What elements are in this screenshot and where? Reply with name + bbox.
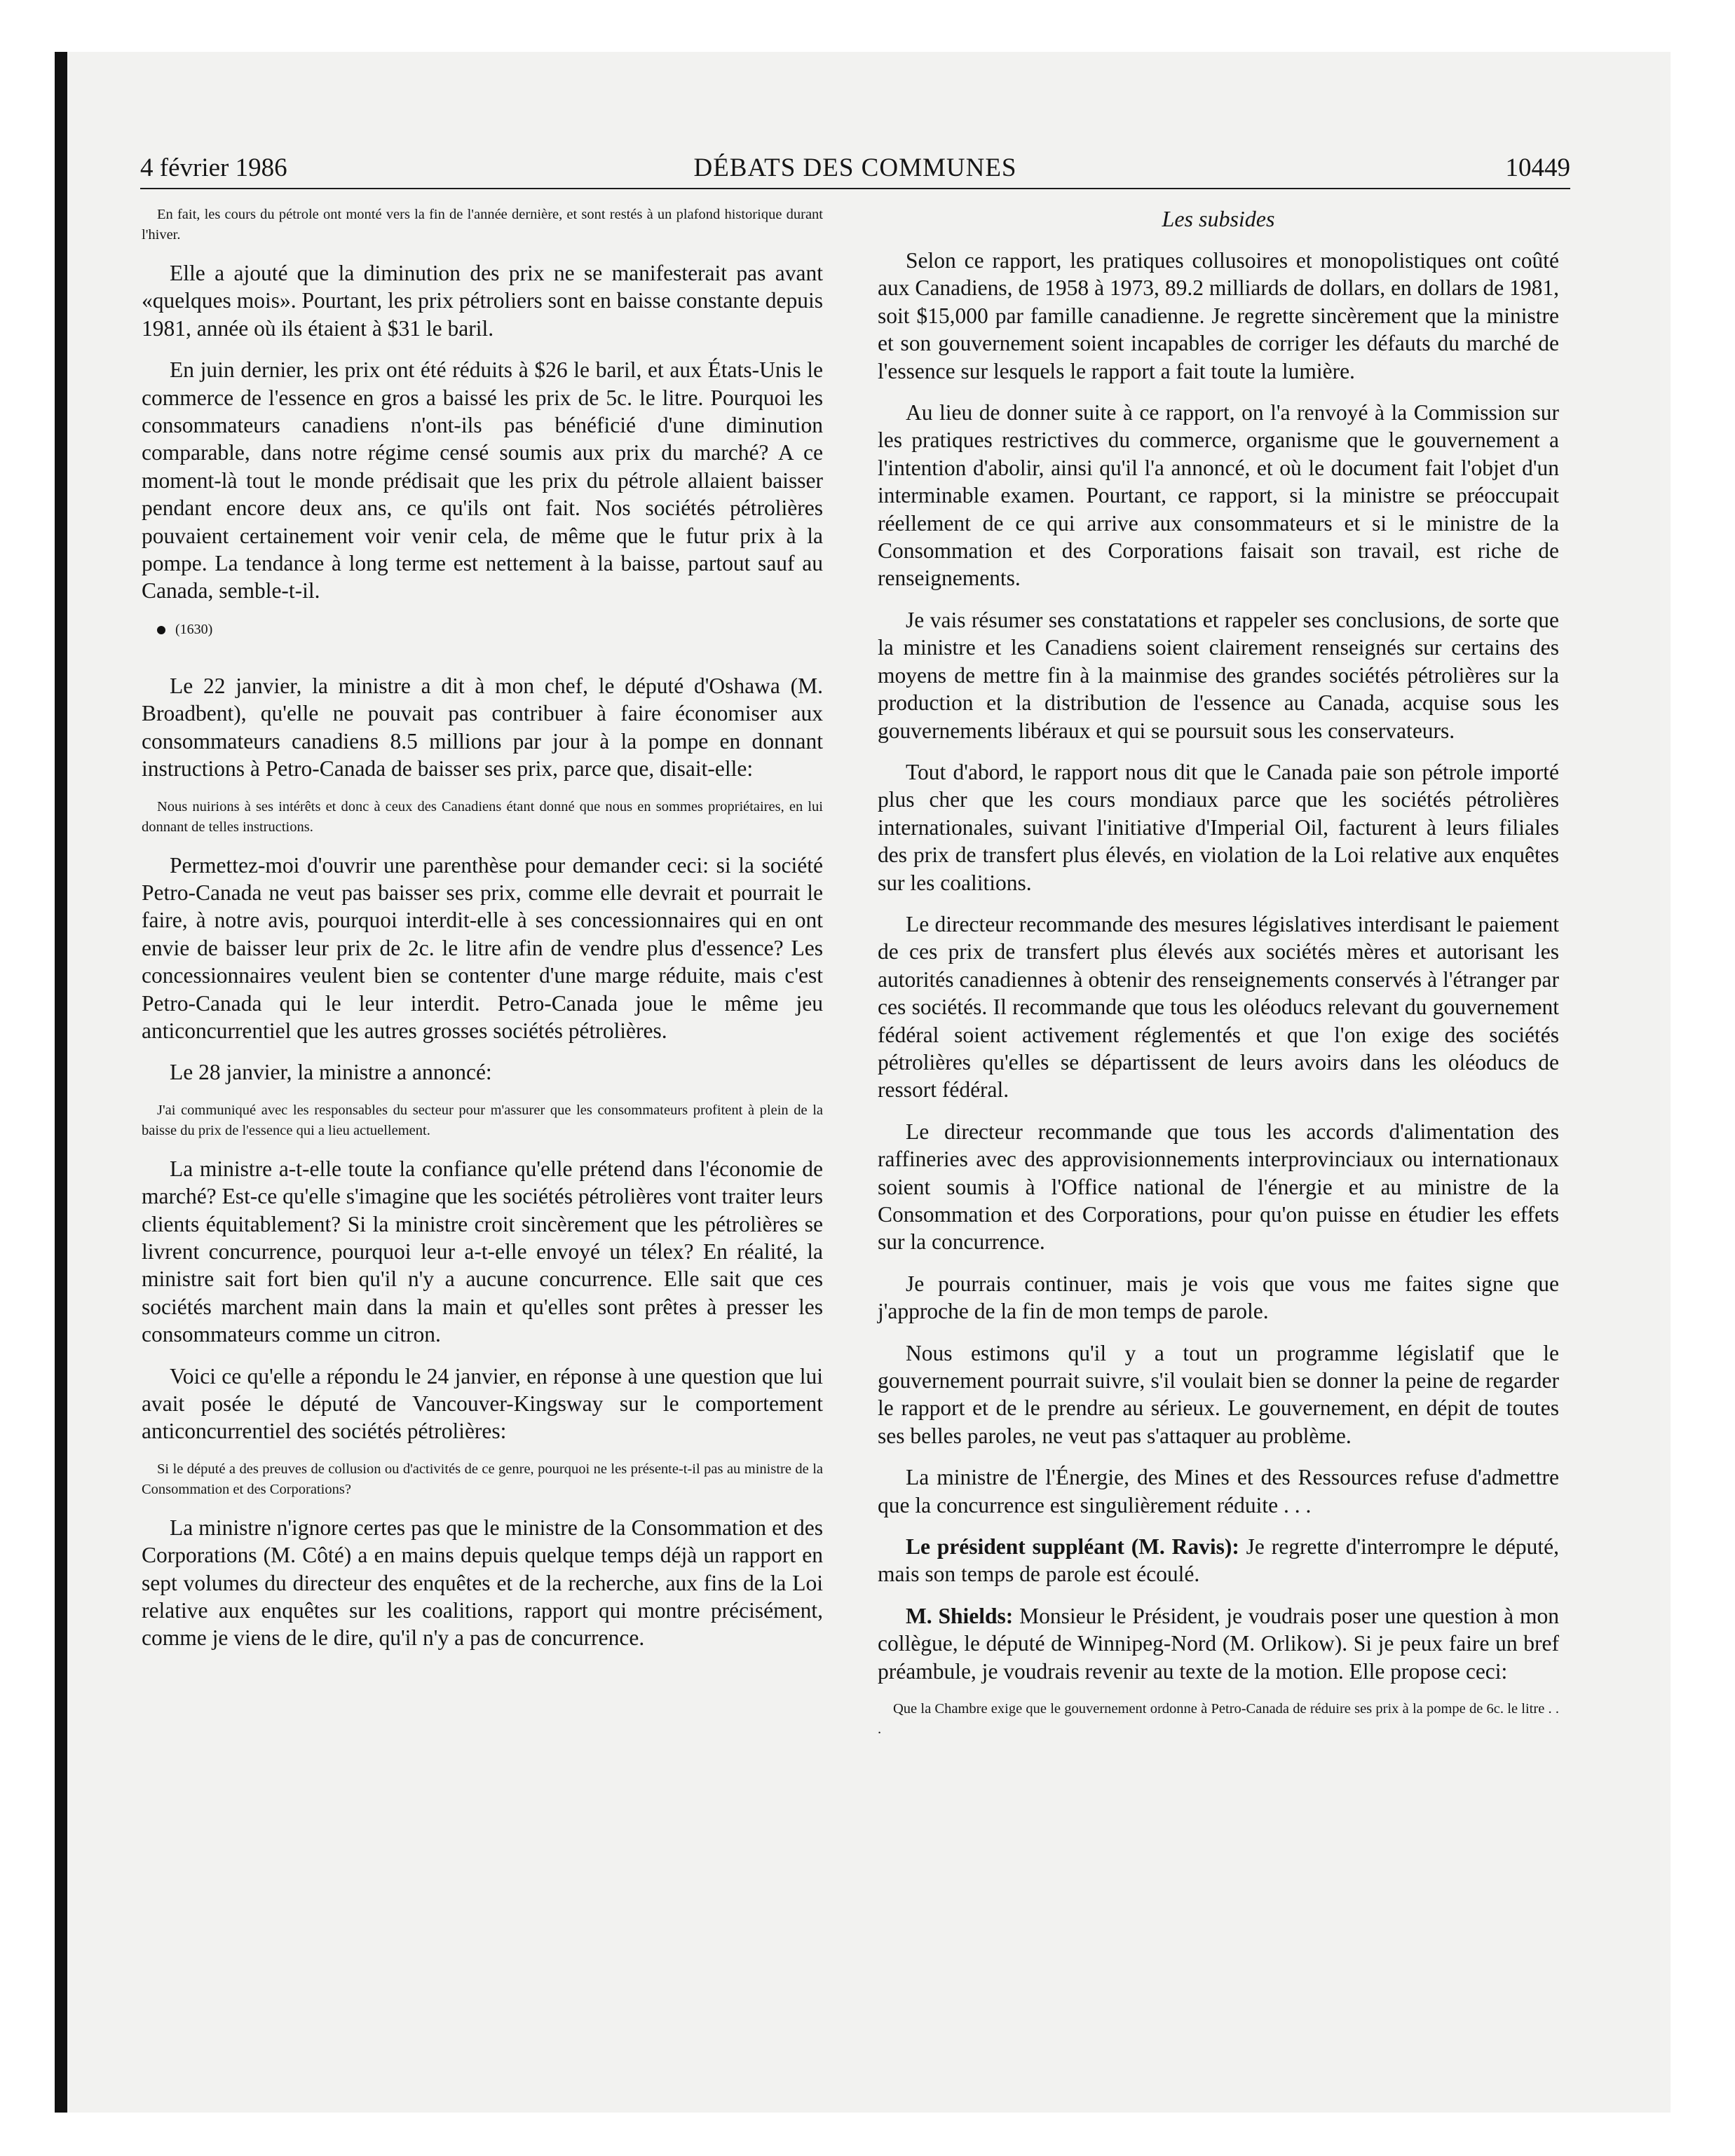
left-column bbox=[142, 205, 823, 1666]
page-number: 10449 bbox=[1505, 153, 1570, 182]
speech-text: Je regrette d'interrompre le député, mais son temps de parole est écoulé. bbox=[878, 1534, 1559, 1587]
timestamp-text: (1630) bbox=[175, 621, 213, 637]
paragraph: Le directeur recommande que tous les accords d'alimentation des raffineries avec des approvisionnements interprovinciaux ou internationaux soient soumis à l'Office national de l'énergie et au ministre de la Consommation et des Corporations, pour qu'on puisse en étudier les effets sur la concurrence. bbox=[878, 1119, 1559, 1255]
paragraph: Le 28 janvier, la ministre a annoncé: bbox=[170, 1060, 492, 1085]
speaker-paragraph bbox=[878, 1533, 1559, 1588]
quote: Nous nuirions à ses intérêts et donc à ceux des Canadiens étant donné que nous en sommes propriétaires, en lui donnant de telles instructions. bbox=[142, 798, 823, 835]
page-header bbox=[140, 149, 1570, 189]
paragraph: Le 22 janvier, la ministre a dit à mon chef, le député d'Oshawa (M. Broadbent), qu'elle ne pouvait pas contribuer à faire économiser aux consommateurs canadiens 8.5 millions par jour à la pompe en donnant instructions à Petro-Canada de baisser ses prix, parce que, disait-elle: bbox=[142, 673, 823, 782]
quote: Si le député a des preuves de collusion ou d'activités de ce genre, pourquoi ne les présente-t-il pas au ministre de la Consommation et des Corporations? bbox=[142, 1461, 823, 1497]
timestamp bbox=[157, 619, 823, 640]
paragraph: Elle a ajouté que la diminution des prix ne se manifesterait pas avant «quelques mois». Pourtant, les prix pétroliers sont en baisse constante depuis 1981, année où ils étaient à $31 le baril. bbox=[142, 261, 823, 341]
quote: J'ai communiqué avec les responsables du secteur pour m'assurer que les consommateurs profitent à plein de la baisse du prix de l'essence qui a lieu actuellement. bbox=[142, 1102, 823, 1138]
paragraph: La ministre a-t-elle toute la confiance qu'elle prétend dans l'économie de marché? Est-ce qu'elle s'imagine que les sociétés pétrolières vont traiter leurs clients équitablement? Si la ministre croit sincèrement que les pétrolières se livrent concurrence, pourquoi leur a-t-elle envoyé un télex? En réalité, la ministre sait fort bien qu'il n'y a aucune concurrence. Elle sait que ces sociétés marchent main dans la main et qu'elles sont prêtes à presser les consommateurs comme un citron. bbox=[142, 1156, 823, 1347]
quote: En fait, les cours du pétrole ont monté vers la fin de l'année dernière, et sont restés à un plafond historique durant l'hiver. bbox=[142, 207, 823, 243]
paragraph: Nous estimons qu'il y a tout un programme législatif que le gouvernement pourrait suivre, s'il voulait bien se donner la peine de regarder le rapport et de le prendre au sérieux. Le gouvernement, en dépit de toutes ses belles paroles, ne veut pas s'attaquer au problème. bbox=[878, 1340, 1559, 1448]
quote: Que la Chambre exige que le gouvernement ordonne à Petro-Canada de réduire ses prix à la pompe de 6c. le litre . . . bbox=[878, 1701, 1559, 1738]
right-column bbox=[878, 205, 1559, 1754]
speaker-name: M. Shields: bbox=[906, 1603, 1014, 1628]
paragraph: Selon ce rapport, les pratiques collusoires et monopolistiques ont coûté aux Canadiens, de 1958 à 1973, 89.2 milliards de dollars, en dollars de 1981, soit $15,000 par famille canadienne. Je regrette sincèrement que la ministre et son gouvernement soient incapables de corriger les défauts du marché de l'essence sur lesquels le rapport a fait toute la lumière. bbox=[878, 248, 1559, 383]
paragraph: La ministre n'ignore certes pas que le ministre de la Consommation et des Corporations (M. Côté) a en mains depuis quelque temps déjà un rapport en sept volumes du directeur des enquêtes et de la recherche, aux fins de la Loi relative aux enquêtes sur les coalitions, rapport qui montre précisément, comme je viens de le dire, qu'il n'y a pas de concurrence. bbox=[142, 1515, 823, 1651]
paragraph: Je pourrais continuer, mais je vois que vous me faites signe que j'approche de la fin de mon temps de parole. bbox=[878, 1271, 1559, 1324]
section-title: Les subsides bbox=[1162, 206, 1275, 231]
speaker-paragraph bbox=[878, 1602, 1559, 1685]
paragraph: Je vais résumer ses constatations et rappeler ses conclusions, de sorte que la ministre et les Canadiens soient clairement renseignés sur certains des moyens de mettre fin à la mainmise des grandes sociétés pétrolières sur la production et la distribution de l'essence au Canada, acquise sous les gouvernements libéraux et qui se poursuit sous les conservateurs. bbox=[878, 607, 1559, 743]
paragraph: Tout d'abord, le rapport nous dit que le Canada paie son pétrole importé plus cher que les cours mondiaux parce que les sociétés pétrolières internationales, suivant l'initiative d'Imperial Oil, facturent à leurs filiales des prix de transfert plus élevés, en violation de la Loi relative aux enquêtes sur les coalitions. bbox=[878, 759, 1559, 895]
header-title: DÉBATS DES COMMUNES bbox=[693, 153, 1017, 182]
binding-edge bbox=[55, 52, 67, 2113]
paragraph: Voici ce qu'elle a répondu le 24 janvier, en réponse à une question que lui avait posée le député de Vancouver-Kingsway sur le comportement anticoncurrentiel des sociétés pétrolières: bbox=[142, 1363, 823, 1444]
paragraph: En juin dernier, les prix ont été réduits à $26 le baril, et aux États-Unis le commerce de l'essence en gros a baissé les prix de 5c. le litre. Pourquoi les consommateurs canadiens n'ont-ils pas bénéficié d'une diminution comparable, dans notre régime censé soumis aux prix du marché? A ce moment-là tout le monde prédisait que les prix du pétrole allaient baisser pendant encore deux ans, ce qu'ils ont fait. Nos sociétés pétrolières pouvaient certainement voir venir cela, de même que le futur prix à la pompe. La tendance à long terme est nettement à la baisse, partout sauf au Canada, semble-t-il. bbox=[142, 357, 823, 603]
speaker-name: Le président suppléant (M. Ravis): bbox=[906, 1534, 1239, 1560]
paragraph: La ministre de l'Énergie, des Mines et des Ressources refuse d'admettre que la concurrence est singulièrement réduite . . . bbox=[878, 1465, 1559, 1517]
bullet-icon bbox=[157, 626, 165, 634]
paragraph: Au lieu de donner suite à ce rapport, on l'a renvoyé à la Commission sur les pratiques restrictives du commerce, organisme que le gouvernement a l'intention d'abolir, ainsi qu'il l'a annoncé, et où le document fait l'objet d'un interminable examen. Pourtant, ce rapport, si la ministre se préoccupait réellement de ce qui arrive aux consommateurs et si le ministre de la Consommation et des Corporations faisait son travail, est riche de renseignements. bbox=[878, 400, 1559, 591]
header-date: 4 février 1986 bbox=[140, 153, 287, 182]
paragraph: Le directeur recommande des mesures législatives interdisant le paiement de ces prix de transfert plus élevés aux sociétés mères et autorisant les autorités canadiennes à obtenir des renseignements conservés à l'étranger par ces sociétés. Il recommande que tous les oléoducs relevant du gouvernement fédéral soient activement réglementés et que l'on exige des sociétés pétrolières qu'elles se départissent de leurs avoirs dans les oléoducs de ressort fédéral. bbox=[878, 911, 1559, 1103]
speech-text: Monsieur le Président, je voudrais poser une question à mon collègue, le député de Winnipeg-Nord (M. Orlikow). Si je peux faire un bref préambule, je voudrais revenir au texte de la motion. Elle propose ceci: bbox=[878, 1603, 1559, 1684]
paragraph: Permettez-moi d'ouvrir une parenthèse pour demander ceci: si la société Petro-Canada ne veut pas baisser ses prix, comme elle devrait et pourrait le faire, à notre avis, pourquoi interdit-elle à ses concessionnaires qui en ont envie de baisser leur prix de 2c. le litre afin de vendre plus d'essence? Les concessionnaires veulent bien se contenter d'une marge réduite, mais c'est Petro-Canada qui le leur interdit. Petro-Canada joue le même jeu anticoncurrentiel que les autres grosses sociétés pétrolières. bbox=[142, 852, 823, 1043]
